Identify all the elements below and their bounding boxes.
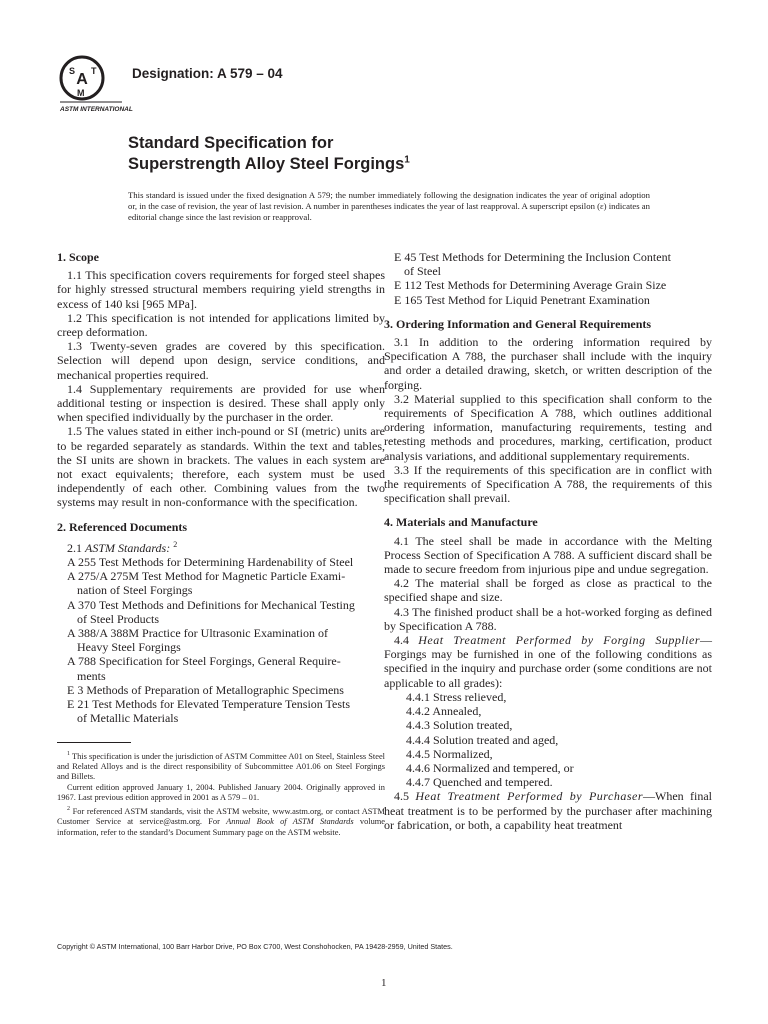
svg-text:M: M: [77, 88, 85, 98]
condition-item: 4.4.1 Stress relieved,: [406, 689, 507, 704]
title-line-2: [128, 154, 410, 175]
footnote-rule: [57, 742, 131, 743]
title-text: Superstrength Alloy Steel Forgings: [128, 155, 405, 173]
condition-item: 4.4.6 Normalized and tempered, or: [406, 760, 574, 775]
reference-title: Test Methods and Definitions for Mechanical Testing: [98, 597, 355, 612]
reference-title: Test Methods for Elevated Temperature Tension Tests: [92, 697, 351, 712]
paragraph-4-4: [384, 633, 712, 690]
reference-title: Practice for Ultrasonic Examination of: [142, 626, 328, 641]
reference-code: A 255: [67, 555, 97, 570]
reference-title: Test Method for Magnetic Particle Exami-: [141, 569, 346, 584]
designation: Designation: A 579 – 04: [132, 66, 283, 81]
reference-item: [384, 293, 712, 307]
reference-code: A 388/A 388M: [67, 626, 140, 641]
footnote-1-mark: 1: [67, 750, 70, 757]
paragraph-4-1: 4.1 The steel shall be made in accordance with the Melting Process Section of Specification A 788. A sufficient discard shall be made to secure freedom from injurious pipe and undue segregation.: [384, 533, 712, 577]
reference-title-continued: of Steel Products: [77, 611, 159, 626]
issuance-note: This standard is issued under the fixed designation A 579; the number immediately following the designation indicates the year of original adoption or, in the case of revision, the year of last revision. A number in parentheses indicates the year of last reapproval. A superscript epsilon (ε) indicates an editorial change since the last revision or reapproval.: [128, 190, 650, 223]
footnote-1-approval: Current edition approved January 1, 2004. Published January 2004. Originally approved in 1967. Last previous edition approved in 2001 as A 579 – 01.: [57, 782, 385, 803]
footnote-2: [57, 804, 385, 838]
reference-list: [57, 555, 385, 725]
reference-item: [57, 598, 385, 626]
section-heading-scope: 1. Scope: [57, 250, 99, 264]
paragraph-4-3: 4.3 The finished product shall be a hot-worked forging as defined by Specification A 788.: [384, 604, 712, 633]
paragraph-4-4-title: Heat Treatment Performed by Forging Supplier: [418, 633, 701, 648]
paragraph-2-1: [57, 538, 385, 555]
astm-logo: [58, 54, 133, 116]
reference-code: A 788: [67, 654, 97, 669]
paragraph-1-4: 1.4 Supplementary requirements are provided for use when additional testing or inspection is desired. These shall apply only when specified individually by the purchaser in the order.: [57, 381, 385, 425]
reference-item: [57, 654, 385, 682]
paragraph-4-2: 4.2 The material shall be forged as close as practical to the specified shape and size.: [384, 576, 712, 605]
paragraph-3-1: 3.1 In addition to the ordering information required by Specification A 788, the purchaser shall include with the inquiry and order a detailed drawing, sketch, or written description of the forging.: [384, 335, 712, 392]
right-column: [384, 250, 712, 832]
reference-item: [57, 683, 385, 697]
footnote-1: [57, 749, 385, 783]
reference-title-continued: of Metallic Materials: [77, 711, 179, 726]
reference-item: [384, 278, 712, 292]
paragraph-4-4-text: —Forgings may be furnished in one of the following conditions as specified in the inquiry and purchase order (some conditions are not applicable to all grades):: [384, 633, 713, 690]
footnote-2-mark: 2: [67, 805, 70, 812]
reference-code: A 370: [67, 597, 97, 612]
reference-code: E 3: [67, 682, 84, 697]
reference-title: Specification for Steel Forgings, General Require-: [99, 654, 341, 669]
condition-item: 4.4.3 Solution treated,: [406, 718, 513, 733]
paragraph-3-3: 3.3 If the requirements of this specification are in conflict with the requirements of Specification A 788, the requirements of this specification shall prevail.: [384, 462, 712, 506]
reference-item: [57, 569, 385, 597]
reference-title-continued: of Steel: [404, 264, 441, 279]
copyright-footer: Copyright © ASTM International, 100 Barr Harbor Drive, PO Box C700, West Conshohocken, PA 19428-2959, United States.: [57, 942, 453, 951]
footnote-2-book-title: Annual Book of ASTM Standards: [226, 817, 354, 827]
reference-code: E 21: [67, 697, 90, 712]
paragraph-1-3: 1.3 Twenty-seven grades are covered by this specification. Selection will depend upon design, service conditions, and mechanical properties required.: [57, 339, 385, 382]
reference-list-continued: [384, 250, 712, 307]
astm-logo-icon: [58, 54, 133, 116]
section-heading-materials: 4. Materials and Manufacture: [384, 515, 538, 530]
paragraph-1-2: 1.2 This specification is not intended for applications limited by creep deformation.: [57, 310, 385, 340]
footnote-1-text: This specification is under the jurisdiction of ASTM Committee A01 on Steel, Stainless Steel and Related Alloys and is the direct responsibility of Subcommittee A01.06 on Steel Forgings and Billets.: [57, 751, 385, 782]
reference-code: E 45: [394, 250, 417, 264]
page-number: 1: [381, 977, 387, 989]
reference-title: Methods of Preparation of Metallographic Specimens: [86, 682, 344, 697]
paragraph-1-1: 1.1 This specification covers requirements for forged steel shapes for highly stressed structural members requiring yield strengths in excess of 140 ksi [965 MPa].: [57, 268, 385, 311]
paragraph-3-2: 3.2 Material supplied to this specification shall conform to the requirements of Specification A 788, which outlines additional ordering information, manufacturing requirements, testing and retesting methods and procedures, marking, certification, product analysis variations, and additional supplementary requirements.: [384, 391, 712, 463]
reference-item: [57, 555, 385, 569]
svg-text:A: A: [76, 71, 88, 88]
paragraph-4-5-number: 4.5: [394, 789, 409, 804]
reference-item: [57, 697, 385, 725]
reference-title: Test Methods for Determining Average Grain Size: [424, 278, 667, 293]
reference-item: [57, 626, 385, 654]
paragraph-4-4-number: 4.4: [394, 633, 409, 648]
condition-item: 4.4.2 Annealed,: [406, 704, 482, 719]
title-line-1: Standard Specification for: [128, 134, 334, 152]
logo-text: ASTM INTERNATIONAL: [60, 106, 133, 113]
reference-title: Test Methods for Determining Hardenability of Steel: [98, 555, 354, 570]
svg-text:T: T: [91, 66, 97, 76]
reference-code: A 275/A 275M: [67, 569, 140, 584]
reference-code: E 112: [394, 278, 422, 293]
condition-item: 4.4.5 Normalized,: [406, 746, 493, 761]
reference-title: Test Methods for Determining the Inclusion Content: [419, 250, 671, 264]
left-column: [57, 250, 385, 838]
heat-treatment-conditions: [384, 690, 712, 789]
reference-item: [384, 250, 712, 278]
title-footnote-mark: 1: [404, 154, 410, 166]
condition-item: 4.4.7 Quenched and tempered.: [406, 775, 553, 790]
svg-text:S: S: [69, 66, 76, 76]
reference-title-continued: nation of Steel Forgings: [77, 583, 193, 598]
paragraph-4-5-text: —When final heat treatment is to be performed by the purchaser after machining or fabrication, or both, a capability heat treatment: [384, 789, 712, 832]
astm-standards-label: ASTM Standards:: [85, 540, 171, 555]
reference-title-continued: Heavy Steel Forgings: [77, 640, 181, 655]
paragraph-2-1-number: 2.1: [67, 540, 82, 555]
section-heading-ordering: 3. Ordering Information and General Requirements: [384, 316, 652, 331]
reference-title: Test Method for Liquid Penetrant Examination: [425, 292, 650, 307]
footnote-2-text-b: volume information, refer to the standard’s Document Summary page on the ASTM website.: [57, 817, 386, 837]
condition-item: 4.4.4 Solution treated and aged,: [406, 732, 559, 747]
paragraph-1-5: 1.5 The values stated in either inch-pound or SI (metric) units are to be regarded separately as standards. Within the text and tables, the SI units are shown in brackets. The values in each system are not exact equivalents; therefore, each system must be used independently of each other. Combining values from the two systems may result in non-conformance with the specification.: [57, 424, 385, 510]
paragraph-4-5: [384, 789, 712, 832]
reference-code: E 165: [394, 292, 423, 307]
reference-title-continued: ments: [77, 668, 106, 683]
document-title: [128, 133, 410, 175]
footnote-ref-2: 2: [173, 539, 178, 549]
footnote-2-text-a: For referenced ASTM standards, visit the ASTM website, www.astm.org, or contact ASTM Customer Service at service@astm.org. For: [57, 806, 385, 827]
paragraph-4-5-title: Heat Treatment Performed by Purchaser: [415, 789, 643, 804]
section-heading-referenced-documents: 2. Referenced Documents: [57, 519, 188, 534]
